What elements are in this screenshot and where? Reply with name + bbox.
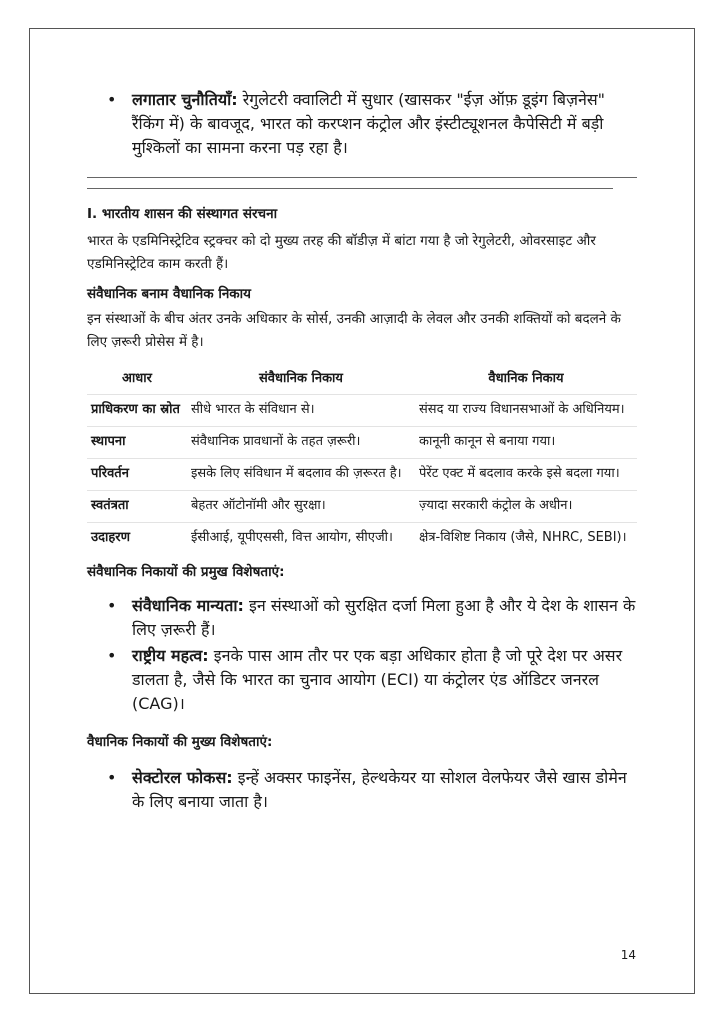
bullet-term: राष्ट्रीय महत्व: — [132, 646, 209, 665]
column-header: आधार — [122, 371, 152, 386]
bullet-marker: • — [107, 646, 117, 665]
row-label: उदाहरण — [87, 523, 187, 555]
table-cell: पेरेंट एक्ट में बदलाव करके इसे बदला गया। — [415, 459, 637, 491]
row-label: प्राधिकरण का स्रोत — [87, 395, 187, 427]
bullet-term: लगातार चुनौतियाँ: — [132, 90, 238, 109]
table-row — [87, 523, 637, 555]
table-cell: ईसीआई, यूपीएससी, वित्त आयोग, सीएजी। — [187, 523, 415, 555]
bullet-text: इन संस्थाओं को सुरक्षित दर्जा मिला हुआ है और ये देश के शासन के लिए ज़रूरी हैं। — [132, 596, 636, 639]
table-row — [87, 459, 637, 491]
section-block — [87, 204, 637, 816]
subheading-statutory-features: वैधानिक निकायों की मुख्य विशेषताएं: — [87, 734, 273, 750]
table-row — [87, 427, 637, 459]
column-header: संवैधानिक निकाय — [259, 371, 343, 386]
top-bullet-list — [87, 88, 637, 160]
bullet-marker: • — [107, 596, 117, 615]
comparison-table — [87, 360, 637, 554]
section-heading: I. भारतीय शासन की संस्थागत संरचना — [87, 206, 278, 222]
divider-line-short — [87, 188, 613, 189]
section-intro: भारत के एडमिनिस्ट्रेटिव स्ट्रक्चर को दो मुख्य तरह की बॉडीज़ में बांटा गया है जो रेगुलेटरी, ओवरसाइट और एडमिनिस्ट्रेटिव काम करती हैं। — [87, 233, 596, 272]
row-label: परिवर्तन — [87, 459, 187, 491]
bullet-text: इनके पास आम तौर पर एक बड़ा अधिकार होता है जो पूरे देश पर असर डालता है, जैसे कि भारत का चुनाव आयोग (ECI) या कंट्रोलर एंड ऑडिटर जनरल (CAG)। — [132, 646, 623, 713]
table-cell: क्षेत्र-विशिष्ट निकाय (जैसे, NHRC, SEBI)। — [415, 523, 637, 555]
table-cell: संसद या राज्य विधानसभाओं के अधिनियम। — [415, 395, 637, 427]
table-cell: कानूनी कानून से बनाया गया। — [415, 427, 637, 459]
table-row — [87, 395, 637, 427]
list-item — [87, 644, 637, 716]
list-item — [87, 766, 637, 814]
row-label: स्थापना — [87, 427, 187, 459]
subheading-constitutional-features: संवैधानिक निकायों की प्रमुख विशेषताएं: — [87, 564, 285, 580]
list-item — [87, 594, 637, 642]
list-item — [87, 88, 637, 160]
page-number: 14 — [620, 948, 636, 962]
statutory-features-list — [87, 766, 637, 814]
bullet-text: रेगुलेटरी क्वालिटी में सुधार (खासकर "ईज़ ऑफ़ डूइंग बिज़नेस" रैंकिंग में) के बावजूद, भारत को करप्शन कंट्रोल और इंस्टीट्यूशनल कैपेसिटी में बड़ी मुश्किलों का सामना करना पड़ रहा है। — [132, 90, 605, 157]
table-cell: सीधे भारत के संविधान से। — [187, 395, 415, 427]
column-header: वैधानिक निकाय — [488, 371, 564, 386]
divider-line — [87, 177, 637, 178]
table-cell: इसके लिए संविधान में बदलाव की ज़रूरत है। — [187, 459, 415, 491]
bullet-marker: • — [107, 90, 117, 109]
constitutional-features-list — [87, 594, 637, 716]
bullet-text: इन्हें अक्सर फाइनेंस, हेल्थकेयर या सोशल वेलफेयर जैसे खास डोमेन के लिए बनाया जाता है। — [132, 768, 627, 811]
table-cell: संवैधानिक प्रावधानों के तहत ज़रूरी। — [187, 427, 415, 459]
table-row — [87, 491, 637, 523]
subheading-constitutional-vs-statutory: संवैधानिक बनाम वैधानिक निकाय — [87, 286, 252, 302]
document-body — [87, 88, 637, 162]
subheading-text: इन संस्थाओं के बीच अंतर उनके अधिकार के सोर्स, उनकी आज़ादी के लेवल और उनकी शक्तियों को बदलने के लिए ज़रूरी प्रोसेस में है। — [87, 311, 621, 350]
table-header-row — [87, 360, 637, 395]
table-cell: बेहतर ऑटोनॉमी और सुरक्षा। — [187, 491, 415, 523]
table-cell: ज़्यादा सरकारी कंट्रोल के अधीन। — [415, 491, 637, 523]
row-label: स्वतंत्रता — [87, 491, 187, 523]
bullet-term: संवैधानिक मान्यता: — [132, 596, 244, 615]
bullet-marker: • — [107, 768, 117, 787]
bullet-term: सेक्टोरल फोकस: — [132, 768, 233, 787]
